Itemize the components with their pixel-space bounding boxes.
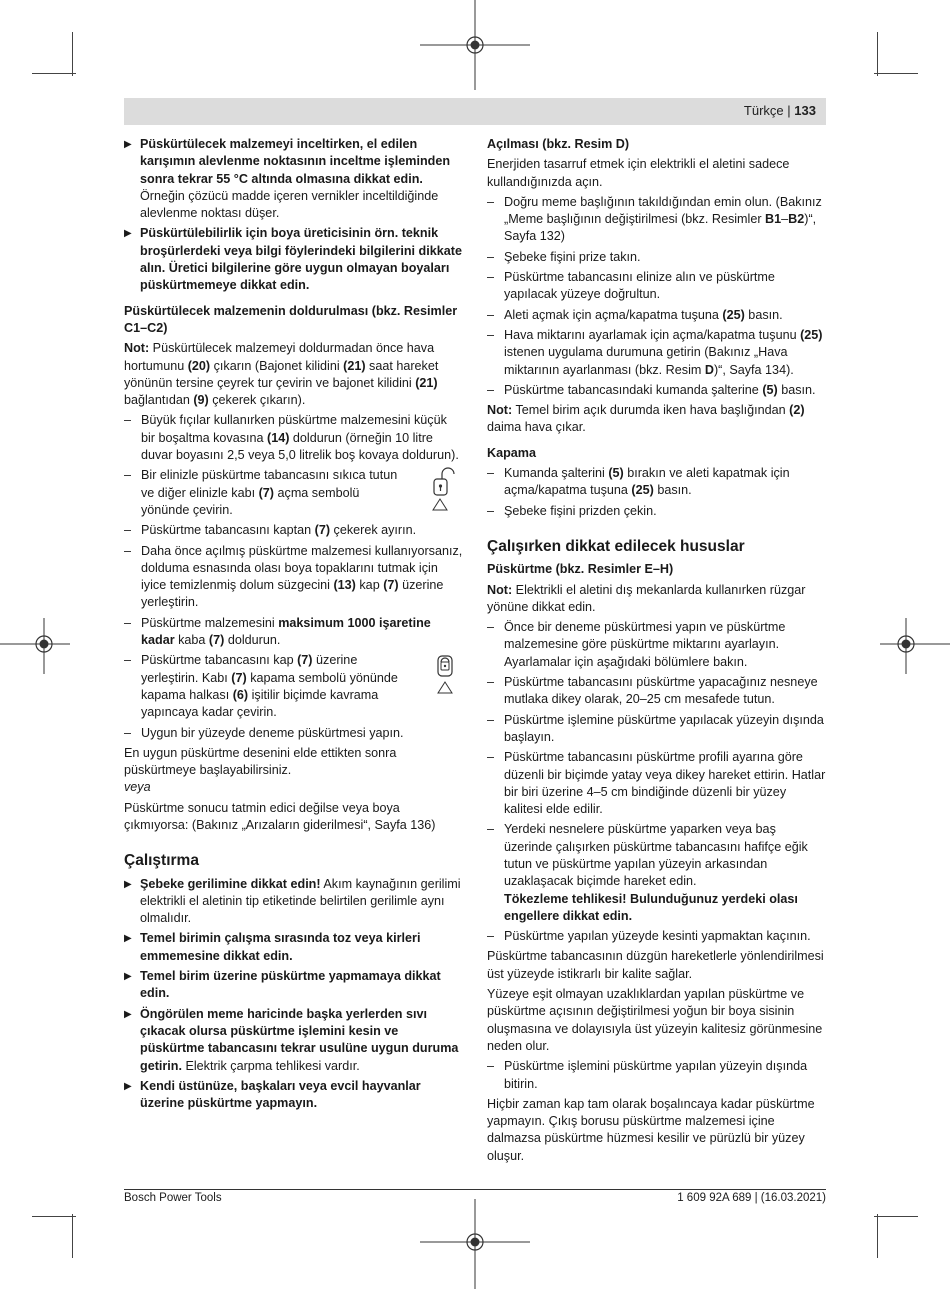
list-item: – Hava miktarını ayarlamak için açma/kapatma tuşunu (25) istenen uygulama durumuna getirin (Bakınız „Hava miktarının ayarlanması (bkz. Resim D)“, Sayfa 134).	[487, 327, 823, 377]
right-column	[487, 136, 827, 1168]
paragraph: Hiçbir zaman kap tam olarak boşalıncaya kadar püskürtme yapmayın. Çıkış borusu püskürtme malzemesi içine dalmazsa püskürtme hüzmesi kesilir ve pürüzlü bir yüzey oluşur.	[487, 1096, 815, 1163]
footer-doc-number: 1 609 92A 689 | (16.03.2021)	[677, 1192, 826, 1204]
fill-heading: Püskürtülecek malzemenin doldurulması (bkz. Resimler C1–C2)	[124, 303, 458, 335]
registration-mark-icon	[0, 618, 70, 674]
safety-bullet: ▶ Temel birimin çalışma sırasında toz veya kirleri emmemesine dikkat edin.	[124, 931, 421, 963]
bullet-arrow-icon: ▶	[124, 1080, 132, 1092]
safety-bullet: ▶ Kendi üstünüze, başkaları veya evcil hayvanlar üzerine püskürtme yapmayın.	[124, 1078, 421, 1111]
paragraph: Püskürtme tabancasının düzgün hareketlerle yönlendirilmesi üst yüzeyde istikrarlı bir kalite sağlar.	[487, 949, 824, 981]
paragraph-veya: veya	[124, 780, 151, 795]
list-item: – Püskürtme malzemesini maksimum 1000 işaretine kadar kaba (7) doldurun.	[124, 615, 431, 648]
list-item: – Büyük fıçılar kullanırken püskürtme malzemesini küçük bir boşaltma kovasına (14) doldurun (örneğin 10 litre duvar boyasını 2,5 veya 5,0 litrelik boş kovaya doldurun).	[124, 413, 459, 463]
list-item: – Püskürtme tabancasındaki kumanda şalterine (5) basın.	[487, 382, 816, 397]
list-item: – Püskürtme işlemini püskürtme yapılan yüzeyin dışında bitirin.	[487, 1059, 808, 1091]
registration-mark-icon	[880, 618, 950, 674]
registration-mark-icon	[420, 1199, 530, 1289]
safety-bullet: ▶ Şebeke gerilimine dikkat edin! Akım kaynağının gerilimi elektrikli el aletinin tip etiketinde belirtilen gerilimle aynı olmalıdır.	[124, 876, 461, 926]
list-item: – Yerdeki nesnelere püskürtme yaparken veya baş üzerinde çalışırken püskürtme tabancasını hafifçe eğik tutun ve püskürtme yapılan yüzeyin arkasından uzaklaşacak biçimde hareket edin. Tökezleme tehlikesi! Bulunduğunuz yerdeki olası engellere dikkat edin.	[487, 822, 808, 923]
lock-symbol-icon	[432, 652, 462, 698]
page-number: 133	[794, 103, 816, 118]
list-item: – Püskürtme işlemine püskürtme yapılacak yüzeyin dışında başlayın.	[487, 712, 824, 744]
bullet-arrow-icon: ▶	[124, 971, 132, 983]
bullet-arrow-icon: ▶	[124, 139, 132, 150]
list-item: – Bir elinizle püskürtme tabancasını sıkıca tutun ve diğer elinizle kabı (7) açma sembolü yönünde çevirin.	[124, 467, 464, 519]
safety-bullet: ▶ Püskürtülecek malzemeyi inceltirken, el edilen karışımın alevlenme noktasının inceltme işleminden sonra tekrar 55 °C altında olmasına dikkat edin. Örneğin çözücü madde içeren vernikler inceltildiğinde alevlenme noktası düşer.	[124, 137, 451, 221]
list-item: – Önce bir deneme püskürtmesi yapın ve püskürtme malzemesine göre püskürtme miktarını ayarlayın. Ayarlamalar için aşağıdaki bölümlere bakın.	[487, 620, 786, 669]
switch-on-heading: Açılması (bkz. Resim D)	[487, 137, 630, 151]
list-item: – Püskürtme tabancasını kap (7) üzerine yerleştirin. Kabı (7) kapama sembolü yönünde kapama halkası (6) işitilir biçimde kavrama yapıncaya kadar çevirin.	[124, 652, 464, 721]
section-heading-working-advice: Çalışırken dikkat edilecek hususlar	[487, 537, 745, 555]
crop-mark	[32, 1216, 76, 1217]
paragraph: En uygun püskürtme desenini elde ettikten sonra püskürtmeye başlayabilirsiniz.	[124, 745, 397, 778]
list-item: – Aleti açmak için açma/kapatma tuşuna (25) basın.	[487, 307, 783, 322]
list-item: – Püskürtme tabancasını püskürtme yapacağınız nesneye mutlaka dikey olarak, 20–25 cm mesafede tutun.	[487, 675, 818, 707]
crop-mark	[72, 32, 73, 76]
note: Not: Temel birim açık durumda iken hava başlığından (2) daima hava çıkar.	[487, 403, 805, 435]
list-item: – Şebeke fişini prize takın.	[487, 249, 641, 264]
header-language: Türkçe	[743, 103, 784, 118]
bullet-arrow-icon: ▶	[124, 228, 132, 240]
crop-mark	[874, 1216, 918, 1217]
list-item: – Püskürtme tabancasını elinize alın ve püskürtme yapılacak yüzeye doğrultun.	[487, 270, 775, 302]
section-heading-operation: Çalıştırma	[124, 852, 199, 870]
safety-bullet: ▶ Öngörülen meme haricinde başka yerlerden sıvı çıkacak olursa püskürtme işlemini kesin ve püskürtme tabancasını tekrar usulüne uygun duruma getirin. Elektrik çarpma tehlikesi vardır.	[124, 1006, 459, 1073]
spray-heading: Püskürtme (bkz. Resimler E–H)	[487, 562, 674, 577]
crop-mark	[874, 73, 918, 74]
list-item: – Şebeke fişini prizden çekin.	[487, 503, 657, 518]
left-column	[124, 136, 464, 1115]
list-item: – Uygun bir yüzeyde deneme püskürtmesi yapın.	[124, 725, 404, 740]
switch-off-heading: Kapama	[487, 445, 536, 460]
header-text	[744, 103, 816, 118]
registration-mark-icon	[420, 0, 530, 90]
list-item: – Püskürtme tabancasını püskürtme profili ayarına göre düzenli bir biçimde yatay veya dikey hareket ettirin. Hatlar bir biri üzerine 4–5 cm bindiğinde düzenli bir yüzey kalitesi elde edilir.	[487, 750, 826, 817]
page-header	[124, 98, 826, 125]
crop-mark	[877, 1214, 878, 1258]
bullet-arrow-icon: ▶	[124, 1008, 132, 1020]
fill-note: Not: Püskürtülecek malzemeyi doldurmadan önce hava hortumunu (20) çıkarın (Bajonet kilidini (21) saat hareket yönünün tersine çeyrek tur çevirin ve bajonet kilidini (21) bağlantıdan (9) çekerek çıkarın).	[124, 341, 439, 408]
note: Not: Elektrikli el aletini dış mekanlarda kullanırken rüzgar yönüne dikkat edin.	[487, 582, 806, 614]
paragraph: Püskürtme sonucu tatmin edici değilse veya boya çıkmıyorsa: (Bakınız „Arızaların giderilmesi“, Sayfa 136)	[124, 800, 436, 832]
unlock-symbol-icon	[428, 467, 464, 511]
crop-mark	[32, 73, 76, 74]
bullet-arrow-icon: ▶	[124, 878, 132, 890]
safety-bullet: ▶ Püskürtülebilirlik için boya üreticisinin örn. teknik broşürlerdeki veya bilgi föylerindeki bilgilerini dikkate alın. Üretici bilgilerine göre uygun olmayan boyaları püskürtmemeye dikkat edin.	[124, 226, 462, 293]
trip-warning: Tökezleme tehlikesi! Bulunduğunuz yerdeki olası engellere dikkat edin.	[504, 891, 798, 923]
list-item: – Daha önce açılmış püskürtme malzemesi kullanıyorsanız, dolduma esnasında olası boya topaklarını tutmak için iyice temizlenmiş dolum süzgecini (13) kap (7) üzerine yerleştirin.	[124, 543, 463, 610]
list-item: – Doğru meme başlığının takıldığından emin olun. (Bakınız „Meme başlığının değiştirilmesi (bkz. Resimler B1–B2)“, Sayfa 132)	[487, 194, 822, 244]
safety-bullet: ▶ Temel birim üzerine püskürtme yapmamaya dikkat edin.	[124, 969, 441, 1001]
footer-brand: Bosch Power Tools	[124, 1192, 222, 1204]
paragraph: Yüzeye eşit olmayan uzaklıklardan yapılan püskürtme ve püskürtme açısının değiştirilmesi yoğun bir boya sisinin oluşmasına ve dolayısıyla üst yüzeyin kalitesiz görünmesine neden olur.	[487, 987, 823, 1053]
paragraph: Enerjiden tasarruf etmek için elektrikli el aletini sadece kullandığınızda açın.	[487, 157, 790, 189]
list-item: – Püskürtme yapılan yüzeyde kesinti yapmaktan kaçının.	[487, 929, 811, 944]
list-item: – Kumanda şalterini (5) bırakın ve aleti kapatmak için açma/kapatma tuşuna (25) basın.	[487, 466, 790, 498]
crop-mark	[72, 1214, 73, 1258]
header-separator: |	[787, 103, 791, 118]
footer-rule	[124, 1189, 826, 1190]
list-item: – Püskürtme tabancasını kaptan (7) çekerek ayırın.	[124, 523, 417, 538]
crop-mark	[877, 32, 878, 76]
bullet-arrow-icon: ▶	[124, 933, 132, 945]
